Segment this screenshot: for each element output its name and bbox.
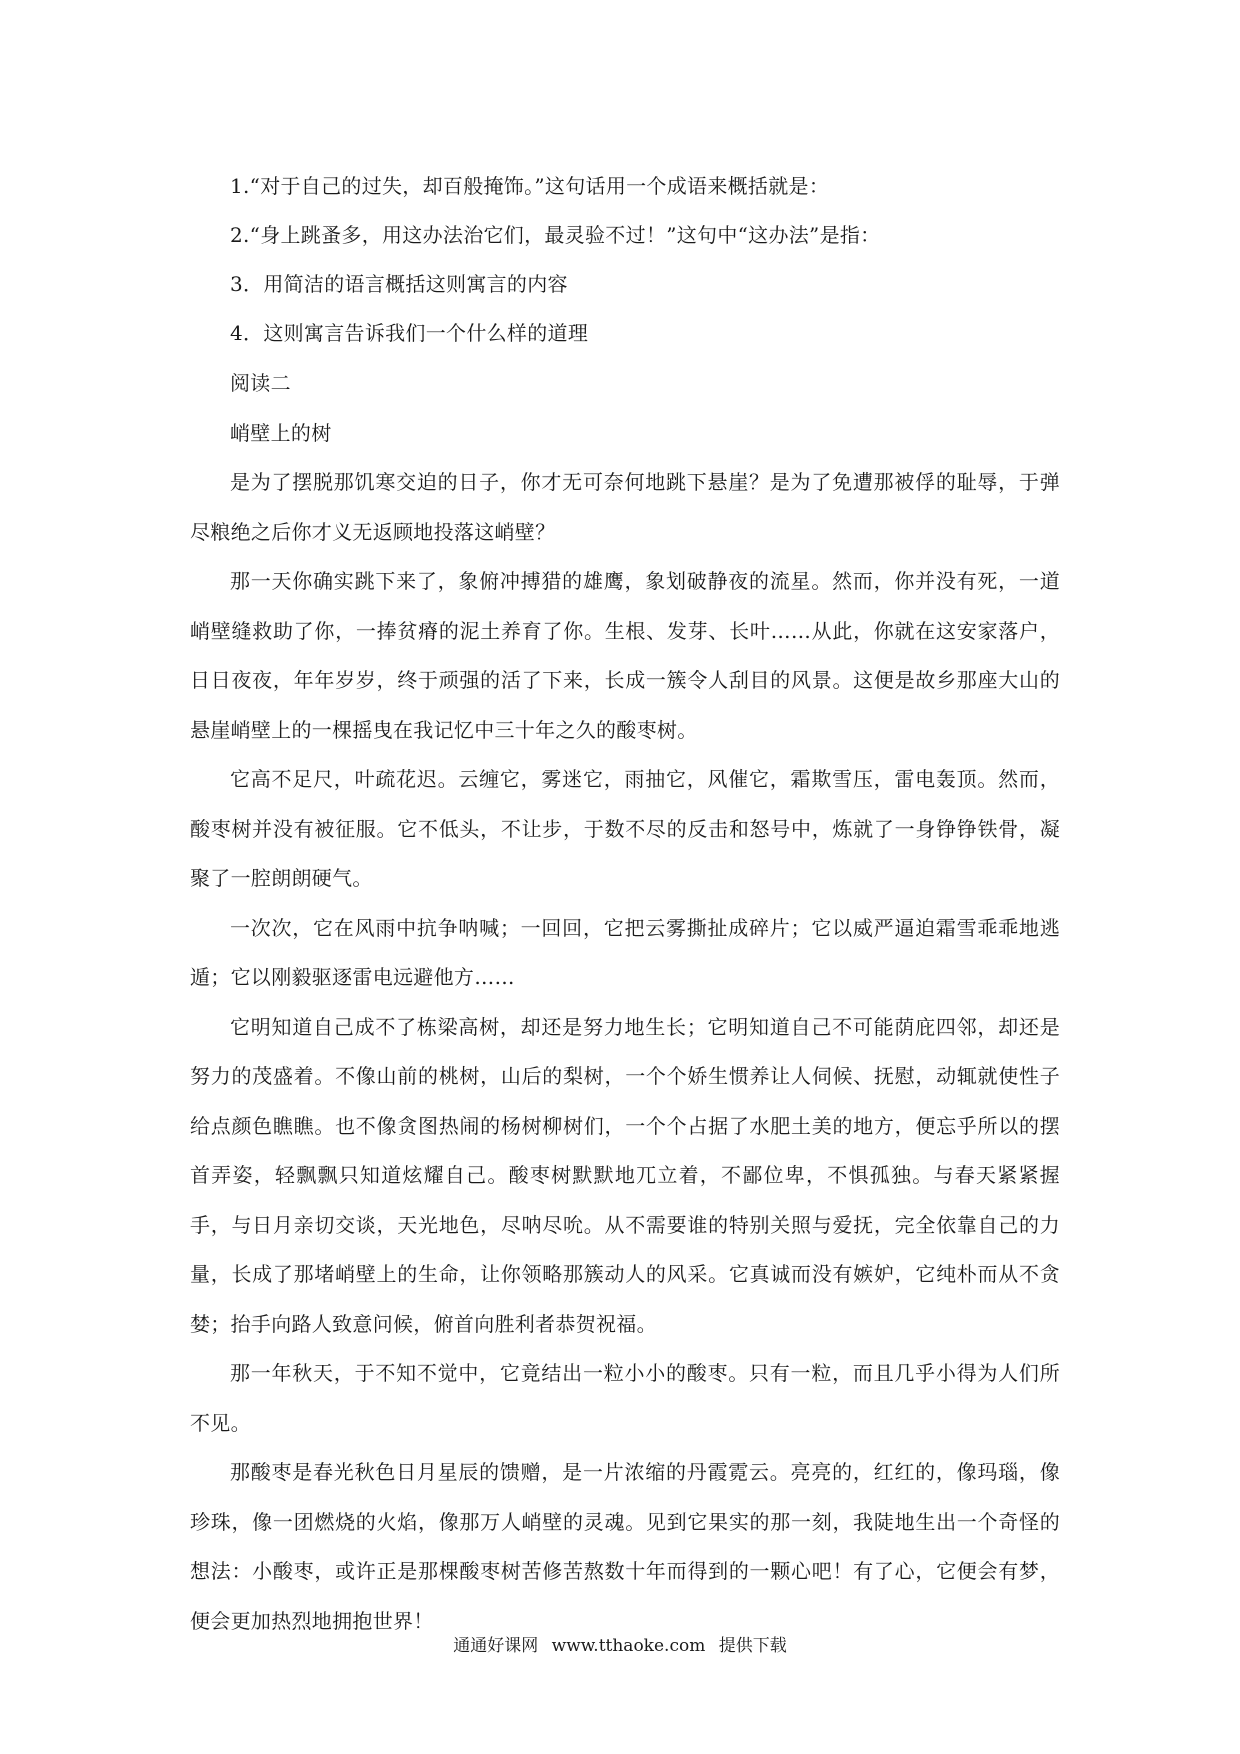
footer-suffix: 提供下载: [718, 1636, 787, 1656]
page-footer: [0, 1631, 1240, 1656]
paragraph-6: 那一年秋天，于不知不觉中，它竟结出一粒小小的酸枣。只有一粒，而且几乎小得为人们所不见。: [190, 1361, 1060, 1435]
question-2: 2.“身上跳蚤多，用这办法治它们，最灵验不过！”这句中“这办法”是指：: [230, 223, 881, 247]
article-title: 峭壁上的树: [230, 421, 332, 445]
question-1: 1.“对于自己的过失，却百般掩饰。”这句话用一个成语来概括就是：: [230, 174, 830, 198]
section-label: 阅读二: [230, 371, 291, 395]
footer-site-name: 通通好课网: [453, 1636, 539, 1656]
paragraph-4: 一次次，它在风雨中抗争呐喊；一回回，它把云雾撕扯成碎片；它以威严逼迫霜雪乖乖地逃遁；它以刚毅驱逐雷电远避他方……: [190, 915, 1060, 989]
footer-site-url: www.tthaoke.com: [551, 1636, 706, 1656]
paragraph-2: 那一天你确实跳下来了，象俯冲搏猎的雄鹰，象划破静夜的流星。然而，你并没有死，一道峭壁缝救助了你，一捧贫瘠的泥土养育了你。生根、发芽、长叶……从此，你就在这安家落户，日日夜夜，年年岁岁，终于顽强的活了下来，长成一簇令人刮目的风景。这便是故乡那座大山的悬崖峭壁上的一棵摇曳在我记忆中三十年之久的酸枣树。: [190, 569, 1060, 742]
paragraph-3: 它高不足尺，叶疏花迟。云缠它，雾迷它，雨抽它，风催它，霜欺雪压，雷电轰顶。然而，酸枣树并没有被征服。它不低头，不让步，于数不尽的反击和怒号中，炼就了一身铮铮铁骨，凝聚了一腔朗朗硬气。: [190, 767, 1060, 890]
paragraph-5: 它明知道自己成不了栋梁高树，却还是努力地生长；它明知道自己不可能荫庇四邻，却还是努力的茂盛着。不像山前的桃树，山后的梨树，一个个娇生惯养让人伺候、抚慰，动辄就使性子给点颜色瞧瞧。也不像贪图热闹的杨树柳树们，一个个占据了水肥土美的地方，便忘乎所以的摆首弄姿，轻飘飘只知道炫耀自己。酸枣树默默地兀立着，不鄙位卑，不惧孤独。与春天紧紧握手，与日月亲切交谈，天光地色，尽呐尽吮。从不需要谁的特别关照与爱抚，完全依靠自己的力量，长成了那堵峭壁上的生命，让你领略那簇动人的风采。它真诚而没有嫉妒，它纯朴而从不贪婪；抬手向路人致意问候，俯首向胜利者恭贺祝福。: [190, 1014, 1060, 1336]
question-4: 4．这则寓言告诉我们一个什么样的道理: [230, 321, 589, 345]
document-body: [190, 162, 1060, 1646]
question-3: 3．用简洁的语言概括这则寓言的内容: [230, 272, 568, 296]
paragraph-7: 那酸枣是春光秋色日月星辰的馈赠，是一片浓缩的丹霞霓云。亮亮的，红红的，像玛瑙，像珍珠，像一团燃烧的火焰，像那万人峭壁的灵魂。见到它果实的那一刻，我陡地生出一个奇怪的想法：小酸枣，或许正是那棵酸枣树苦修苦熬数十年而得到的一颗心吧！有了心，它便会有梦，便会更加热烈地拥抱世界！: [190, 1460, 1060, 1633]
paragraph-1: 是为了摆脱那饥寒交迫的日子，你才无可奈何地跳下悬崖？是为了免遭那被俘的耻辱，于弹尽粮绝之后你才义无返顾地投落这峭壁？: [190, 470, 1060, 544]
